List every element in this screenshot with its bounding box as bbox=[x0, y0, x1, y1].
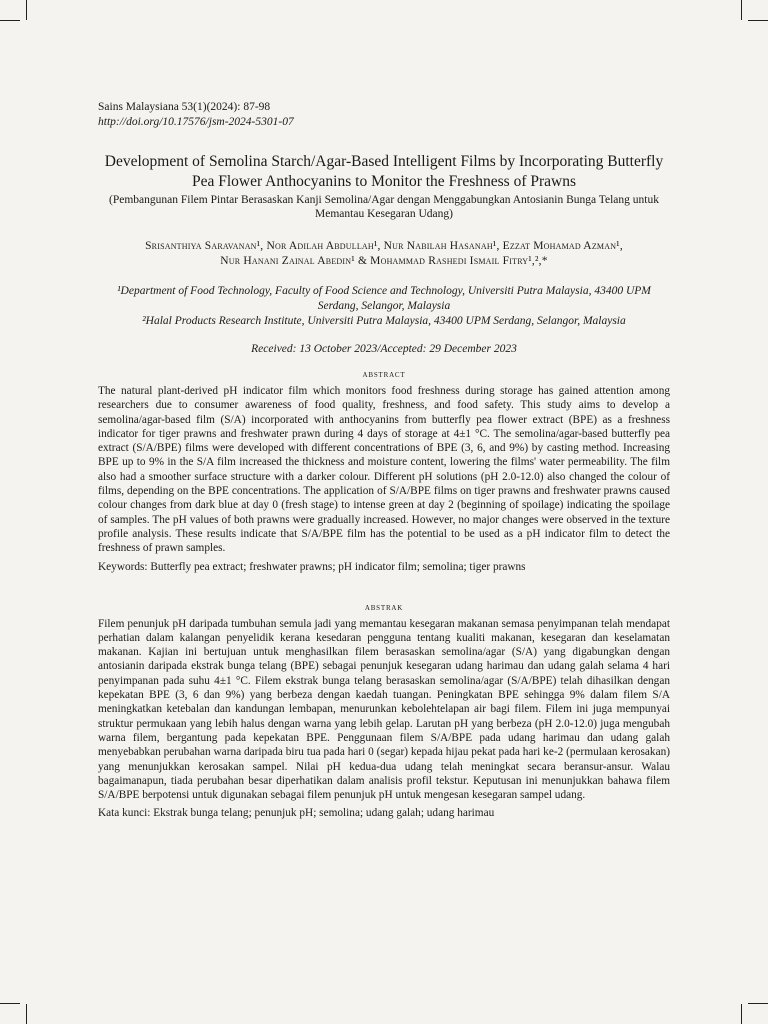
paper-subtitle: (Pembangunan Filem Pintar Berasaskan Kanji Semolina/Agar dengan Menggabungkan Antosianin Bunga Telang untuk Memantau Kesegaran Udang) bbox=[109, 194, 659, 220]
author-line: Nur Hanani Zainal Abedin¹ & Mohammad Rashedi Ismail Fitry¹,²,* bbox=[220, 255, 548, 267]
abstrak-heading: abstrak bbox=[364, 601, 404, 613]
crop-mark bbox=[26, 1004, 27, 1024]
kata-kunci: Kata kunci: Ekstrak bunga telang; penunjuk pH; semolina; udang galah; udang harimau bbox=[98, 807, 495, 820]
crop-mark bbox=[0, 1003, 20, 1004]
keywords: Keywords: Butterfly pea extract; freshwater prawns; pH indicator film; semolina; tiger prawns bbox=[98, 560, 526, 573]
crop-mark bbox=[748, 20, 768, 21]
affiliation-1: ¹Department of Food Technology, Faculty of Food Science and Technology, Universiti Putra Malaysia, 43400 UPM Serdang, Selangor, Malaysia bbox=[117, 285, 651, 312]
paper-title: Development of Semolina Starch/Agar-Based Intelligent Films by Incorporating Butterfly Pea Flower Anthocyanins to Monitor the Freshness of Prawns bbox=[104, 153, 664, 190]
affiliation-2: ²Halal Products Research Institute, Universiti Putra Malaysia, 43400 UPM Serdang, Selangor, Malaysia bbox=[142, 315, 626, 327]
abstrak-body: Filem penunjuk pH daripada tumbuhan semula jadi yang memantau kesegaran makanan semasa penyimpanan telah mendapat perhatian dalam kalangan penyelidik kerana kesedaran pengguna tentang kualiti makanan, kesegaran dan keselamatan makanan. Kajian ini bertujuan untuk menghasilkan filem berasaskan semolina/agar (S/A) yang digabungkan dengan antosianin daripada ekstrak bunga telang (BPE) sebagai penunjuk kesegaran udang harimau dan udang galah selama 4 hari penyimpanan pada suhu 4±1 °C. Filem ekstrak bunga telang berasaskan semolina/agar (S/A/BPE) telah dihasilkan dengan kepekatan BPE (3, 6 dan 9%) yang berbeza dengan kaedah tuangan. Peningkatan BPE sehingga 9% dalam filem S/A meningkatkan ketebalan dan kandungan lembapan, menurunkan kebolehtelapan air bagi filem. Filem ini juga mempunyai struktur permukaan yang lebih halus dengan warna yang lebih gelap. Larutan pH yang berbeza (pH 2.0-12.0) juga mengubah warna filem, bergantung pada kepekatan BPE. Penggunaan filem S/A/BPE pada udang harimau dan udang galah menyebabkan perubahan warna daripada biru tua pada hari 0 (segar) kepada hijau pekat pada hari ke-2 (permulaan kerosakan) yang menunjukkan kerosakan sampel. Nilai pH kedua-dua udang telah meningkat secara beransur-ansur. Walau bagaimanapun, tiada perubahan besar diperhatikan dalam analisis profil tekstur. Keputusan ini menunjukkan bahawa filem S/A/BPE berpotensi untuk digunakan sebagai filem penunjuk pH untuk mengesan kesegaran sampel udang. bbox=[98, 617, 670, 802]
affiliations bbox=[98, 284, 670, 329]
received-dates: Received: 13 October 2023/Accepted: 29 December 2023 bbox=[251, 343, 517, 355]
crop-mark bbox=[26, 0, 27, 20]
crop-mark bbox=[748, 1003, 768, 1004]
author-list bbox=[98, 239, 670, 269]
author-line: Srisanthiya Saravanan¹, Nor Adilah Abdullah¹, Nur Nabilah Hasanah¹, Ezzat Mohamad Azman¹, bbox=[145, 240, 623, 252]
crop-mark bbox=[0, 20, 20, 21]
journal-citation: Sains Malaysiana 53(1)(2024): 87-98 bbox=[98, 101, 271, 113]
abstract-body: The natural plant-derived pH indicator film which monitors food freshness during storage has gained attention among researchers due to consumer awareness of food quality, freshness, and food safety. This study aims to develop a semolina/agar-based film (S/A) incorporated with anthocyanins from butterfly pea flower extract (BPE) as a freshness indicator for tiger prawns and freshwater prawn during 4 days of storage at 4±1 °C. The semolina/agar-based butterfly pea extract (S/A/BPE) films were developed with different concentrations of BPE (3, 6, and 9%) by casting method. Increasing BPE up to 9% in the S/A film increased the thickness and moisture content, lowering the films' water permeability. The film also had a smoother surface structure with a darker colour. Different pH solutions (pH 2.0-12.0) also changed the colour of films, depending on the BPE concentrations. The application of S/A/BPE films on tiger prawns and freshwater prawns caused colour changes from dark blue at day 0 (fresh stage) to intense green at day 2 (beginning of spoilage) indicating the spoilage of samples. The pH values of both prawns were gradually increased. However, no major changes were observed in the texture profile analysis. These results indicate that S/A/BPE film has the potential to be used as a pH indicator film to detect the freshness of prawn samples. bbox=[98, 385, 670, 555]
paper-page bbox=[98, 100, 670, 820]
crop-mark bbox=[741, 1004, 742, 1024]
doi-link[interactable]: http://doi.org/10.17576/jsm-2024-5301-07 bbox=[98, 116, 294, 128]
abstract-heading: abstract bbox=[362, 369, 406, 380]
crop-mark bbox=[741, 0, 742, 20]
